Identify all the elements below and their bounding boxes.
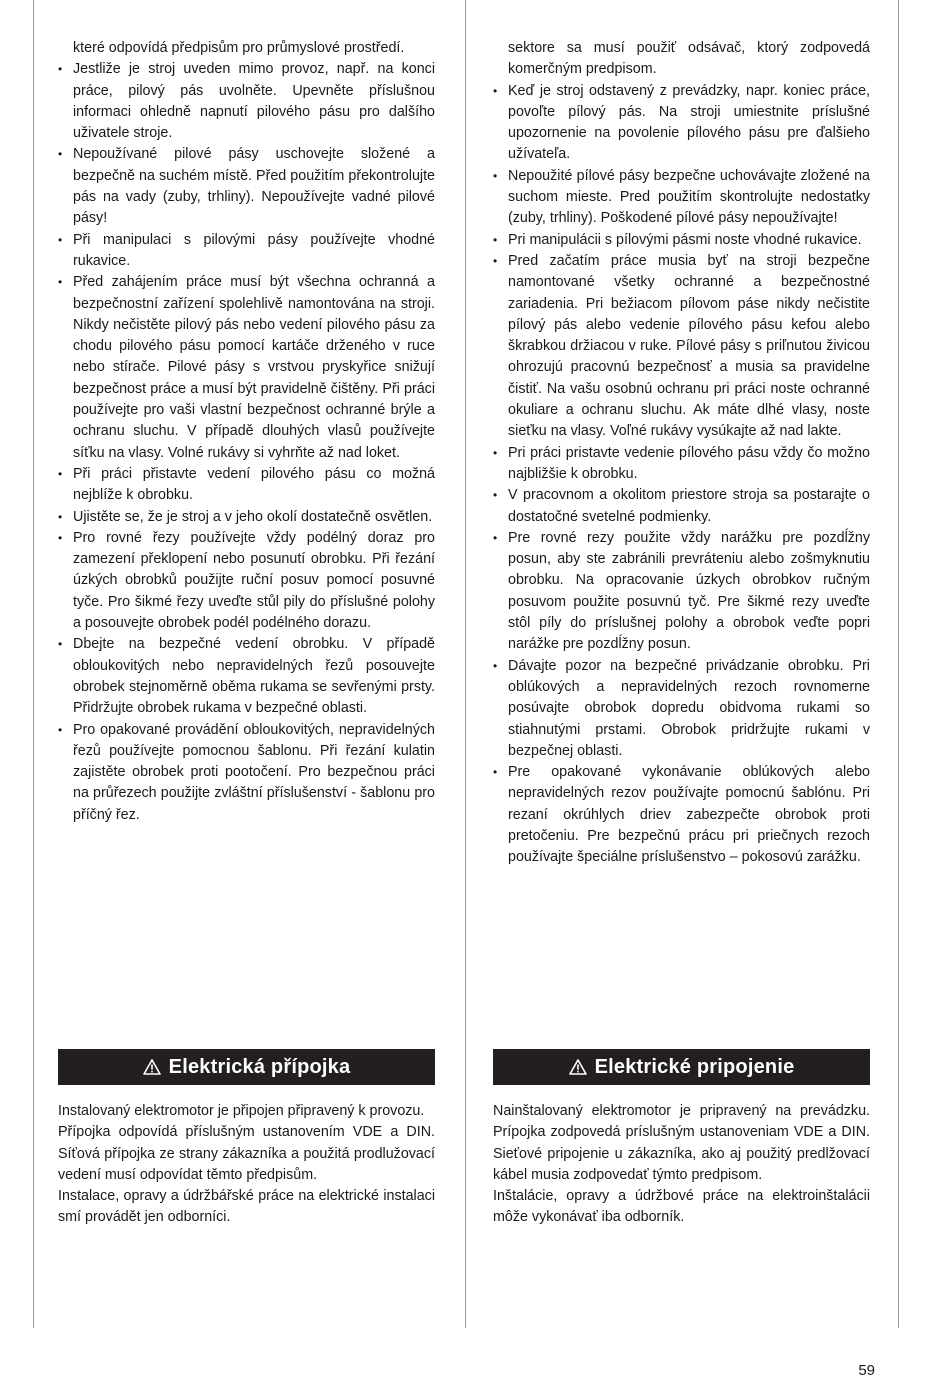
list-item: • Pri manipulácii s pílovými pásmi noste vhodné rukavice. [493,230,870,251]
warning-triangle-icon [143,1059,161,1075]
list-item: • Pri práci pristavte vedenie pílového pásu vždy čo možno najbližšie k obrobku. [493,443,870,486]
left-section-title: Elektrická přípojka [168,1055,351,1078]
right-margin-rule [898,0,899,1328]
left-bullet-list [58,59,435,826]
list-item: • Nepoužívané pilové pásy uschovejte složené a bezpečně na suchém místě. Před použitím překontrolujte pás na vady (zuby, trhliny). Nepoužívejte vadné pilové pásy! [58,144,435,229]
list-item: • Dávajte pozor na bezpečné privádzanie obrobku. Pri oblúkových a nepravidelných rezoch rovnomerne posúvajte obrobok dopredu obidvoma rukami so stiahnutými prstami. Obrobok pridržujte rukami v bezpečnej oblasti. [493,656,870,762]
list-item: • Pre opakované vykonávanie oblúkových alebo nepravidelných rezov používajte pomocnú šablónu. Pri rezaní okrúhlych driev zabezpečte obrobok proti pretočeniu. Pre bezpečnú prácu pri priečnych rezoch používajte špeciálne príslušenstvo – pokosovú zarážku. [493,762,870,868]
list-item: • V pracovnom a okolitom priestore stroja sa postarajte o dostatočné svetelné podmienky. [493,485,870,528]
list-item: • Dbejte na bezpečné vedení obrobku. V případě obloukovitých nebo nepravidelných řezů posouvejte obrobek stejnoměrně oběma rukama se sevřenými prsty. Přidržujte obrobek rukama v bezpečné oblasti. [58,634,435,719]
list-item: • Jestliže je stroj uveden mimo provoz, např. na konci práce, pilový pás uvolněte. Upevněte příslušnou informaci ohledně napnutí pilového pásu pro dalšího uživatele stroje. [58,59,435,144]
right-bullet-list [493,81,870,869]
paragraph: Přípojka odpovídá příslušným ustanovením VDE a DIN. Síťová přípojka ze strany zákazníka a použitá prodlužovací vedení musí odpovídat těmto předpisům. [58,1124,435,1183]
list-item: • Při manipulaci s pilovými pásy používejte vhodné rukavice. [58,230,435,273]
page-number: 59 [858,1362,875,1379]
right-column-text [493,38,870,869]
list-item: • Pro opakované provádění obloukovitých, nepravidelných řezů používejte pomocnou šablonu. Při řezání kulatin zajistěte obrobek proti pootočení. Pro bezpečnou práci na průřezech použijte zvláštní příslušenství - šablonu pro příčný řez. [58,720,435,826]
list-item: • Keď je stroj odstavený z prevádzky, napr. koniec práce, povoľte pílový pás. Na stroji umiestnite príslušné upozornenie na povolenie pílového pásu pre ďalšieho užívateľa. [493,81,870,166]
list-item: • Pre rovné rezy použite vždy narážku pre pozdĺžny posun, aby ste zabránili prevráteniu alebo zošmyknutiu obrobku. Na opracovanie úzkych obrobkov ručným posuvom použite posuvnú tyč. Pre šikmé rezy uveďte stôl píly do príslušnej polohy a obrobok veďte popri narážke pre pozdĺžny posun. [493,528,870,656]
list-item: • Před zahájením práce musí být všechna ochranná a bezpečnostní zařízení spolehlivě namontována na stroji. Nikdy nečistěte pilový pás nebo vedení pilového pásu za chodu pilového pásu pomocí kartáče drženého v ruce nebo stírače. Pilové pásy s vrstvou pryskyřice snižují bezpečnost práce a musí být pravidelně čištěny. Při práci používejte pro vaši vlastní bezpečnost ochranné brýle a ochranu sluchu. V případě dlouhých vlasů používejte síťku na vlasy. Volné rukávy si vyhrňte až nad loket. [58,272,435,464]
list-item: • Při práci přistavte vedení pilového pásu co možná nejblíže k obrobku. [58,464,435,507]
list-item: • Ujistěte se, že je stroj a v jeho okolí dostatečně osvětlen. [58,507,435,528]
left-section-body [58,1101,435,1229]
right-lead-text: sektore sa musí použiť odsávač, ktorý zodpovedá komerčným predpisom. [508,40,870,78]
list-item: • Pro rovné řezy používejte vždy podélný doraz pro zamezení překlopení nebo posunutí obrobku. Při řezání úzkých obrobků použijte ruční posuv pomocí posuvné tyče. Pro šikmé řezy uveďte stůl pily do příslušné polohy a posouvejte obrobek podél podélného dorazu. [58,528,435,634]
paragraph: Instalovaný elektromotor je připojen připravený k provozu. [58,1103,425,1119]
left-column-text [58,38,435,826]
paragraph: Instalace, opravy a údržbářské práce na elektrické instalaci smí provádět jen odborníci. [58,1188,435,1226]
right-section-body [493,1101,870,1229]
paragraph: Inštalácie, opravy a údržbové práce na elektroinštalácii môže vykonávať iba odborník. [493,1188,870,1226]
list-item: • Pred začatím práce musia byť na stroji bezpečne namontované všetky ochranné a bezpečnostné zariadenia. Pri bežiacom pílovom páse nikdy nečistite pílový pás alebo vedenie pílového pásu kefou alebo škrabkou držiacou v ruke. Pílové pásy s priľnutou živicou ohrozujú pracovnú bezpečnosť a musia sa pravidelne čistiť. Na vašu osobnú ochranu pri práci noste ochranné okuliare a ochranu sluchu. Ak máte dlhé vlasy, noste sieťku na vlasy. Voľné rukávy vysúkajte až nad lakte. [493,251,870,443]
left-margin-rule [33,0,34,1328]
right-section-heading [493,1049,870,1085]
right-section-title: Elektrické pripojenie [594,1055,795,1078]
list-item: • Nepoužité pílové pásy bezpečne uchovávajte zložené na suchom mieste. Pred použitím skontrolujte nedostatky (zuby, trhliny). Poškodené pílové pásy nepoužívajte! [493,166,870,230]
left-section-heading [58,1049,435,1085]
center-column-rule [465,0,466,1328]
warning-triangle-icon [569,1059,587,1075]
paragraph: Nainštalovaný elektromotor je pripravený na prevádzku. Prípojka zodpovedá príslušným ustanoveniam VDE a DIN. Sieťové pripojenie u zákazníka, ako aj použitý predlžovací kábel musia zodpovedať týmto predpisom. [493,1103,870,1183]
left-lead-text: které odpovídá předpisům pro průmyslové prostředí. [73,40,405,56]
